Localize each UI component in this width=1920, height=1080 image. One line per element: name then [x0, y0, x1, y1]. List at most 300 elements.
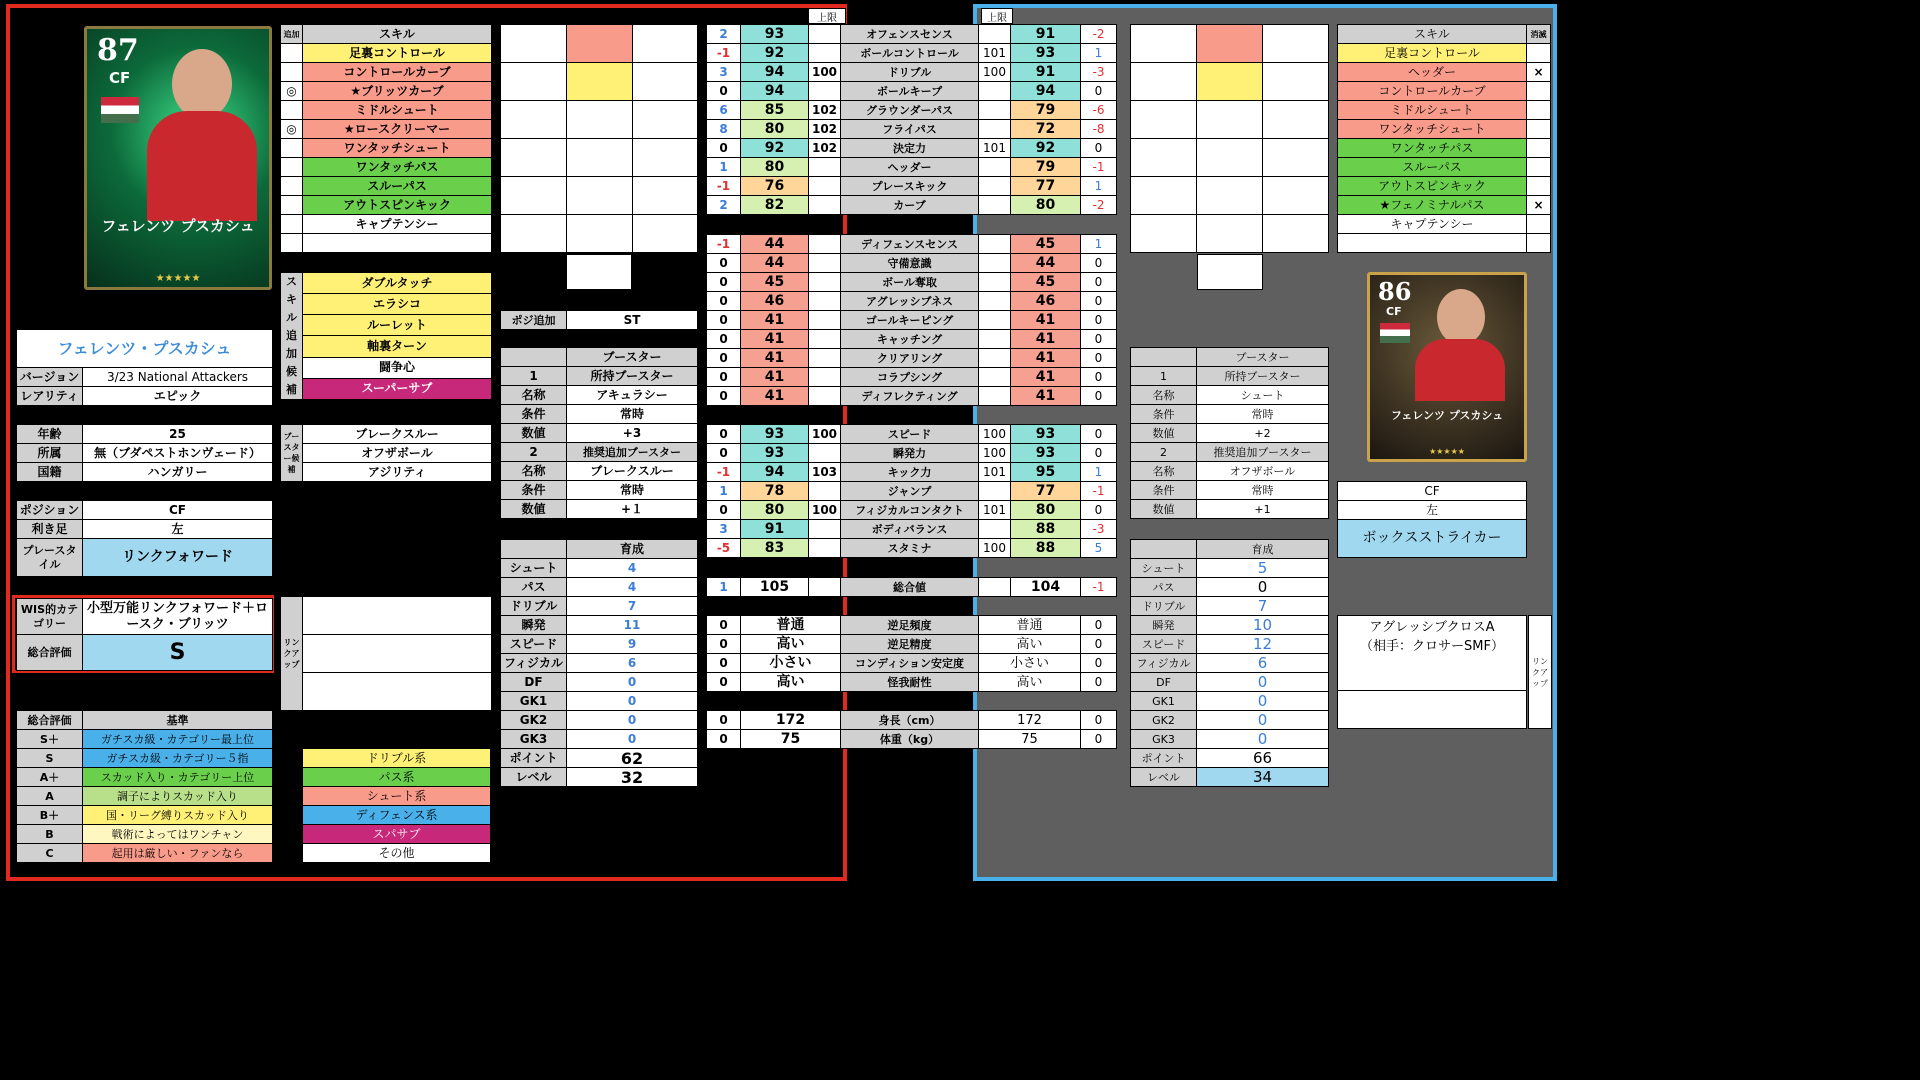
- point-value: 66: [1197, 749, 1329, 768]
- training-value: 6: [567, 654, 698, 673]
- criteria: スカッド入り・カテゴリー上位: [83, 768, 273, 787]
- skill-name: コントロールカーブ: [303, 63, 492, 82]
- diff-right: 0: [1081, 730, 1117, 749]
- cap-left: 102: [809, 120, 841, 139]
- cap-right: [979, 292, 1011, 311]
- skill-deleted-mark: [1527, 44, 1551, 63]
- value-right: 91: [1011, 25, 1081, 44]
- link-up-right-box: [1337, 615, 1527, 729]
- skill-name: 足裏コントロール: [1338, 44, 1527, 63]
- diff-left: 8: [707, 120, 741, 139]
- booster-left-table: [500, 347, 698, 519]
- foot-value: 左: [1338, 501, 1527, 520]
- legend-item: ドリブル系: [303, 749, 491, 768]
- value-right: 高い: [979, 673, 1081, 692]
- link-up-value: アグレッシブクロスA （相手：クロサーSMF）: [1338, 616, 1526, 691]
- booster-title: ブースター: [567, 348, 698, 367]
- training-value: 7: [1197, 597, 1329, 616]
- diff-left: 0: [707, 673, 741, 692]
- value-left: 78: [741, 482, 809, 501]
- cap-right: 101: [979, 501, 1011, 520]
- candidate-skill: 軸裏ターン: [303, 336, 492, 357]
- value-right: 小さい: [979, 654, 1081, 673]
- left-player-card: [84, 26, 272, 290]
- rank: B＋: [17, 806, 83, 825]
- card-position: CF: [1386, 305, 1402, 318]
- cap-left: [809, 349, 841, 368]
- wis-category-value: 小型万能リンクフォワード＋ロースク・ブリッツ: [83, 599, 273, 635]
- diff-left: 2: [707, 196, 741, 215]
- cap-right: [979, 120, 1011, 139]
- cap-left: 102: [809, 139, 841, 158]
- training-value: 0: [567, 711, 698, 730]
- candidate-skill: ルーレット: [303, 315, 492, 336]
- skill-deleted-mark: ×: [1527, 196, 1551, 215]
- diff-left: 0: [707, 654, 741, 673]
- training-key: パス: [1131, 578, 1197, 597]
- posi-add-table: [500, 310, 698, 330]
- booster-key: 条件: [501, 481, 567, 500]
- value-right: 72: [1011, 120, 1081, 139]
- evaluation-grade: S: [83, 635, 273, 671]
- candidate-skill: ダブルタッチ: [303, 273, 492, 294]
- value-right: 77: [1011, 482, 1081, 501]
- add-header: 追加: [281, 25, 303, 44]
- rank: S＋: [17, 730, 83, 749]
- stats-physical-table: [706, 424, 1117, 558]
- training-key: パス: [501, 578, 567, 597]
- diff-left: 0: [707, 368, 741, 387]
- value-left: 94: [741, 63, 809, 82]
- cap-left: [809, 444, 841, 463]
- skill-deleted-mark: [1527, 139, 1551, 158]
- diff-right: 0: [1081, 311, 1117, 330]
- skill-name: スルーパス: [1338, 158, 1527, 177]
- skill-mark: [281, 63, 303, 82]
- booster-key: 条件: [501, 405, 567, 424]
- training-key: 瞬発: [501, 616, 567, 635]
- cap-left: [809, 292, 841, 311]
- foot-label: 利き足: [17, 520, 83, 539]
- stat-name: 怪我耐性: [841, 673, 979, 692]
- training-key: ドリブル: [1131, 597, 1197, 616]
- skill-name: ワンタッチパス: [1338, 139, 1527, 158]
- cap-right: [979, 349, 1011, 368]
- value-left: 93: [741, 444, 809, 463]
- value-left: 普通: [741, 616, 841, 635]
- diff-left: 0: [707, 711, 741, 730]
- skill-deleted-mark: [1527, 177, 1551, 196]
- stats-total-table: [706, 577, 1117, 597]
- stat-name: ジャンプ: [841, 482, 979, 501]
- card-stars: ★★★★★: [1429, 447, 1465, 456]
- cap-right: [979, 330, 1011, 349]
- link-up-right-label: リンクアップ: [1528, 615, 1552, 729]
- candidate-booster: オフザボール: [303, 444, 492, 463]
- criteria: ガチスカ級・カテゴリー５指: [83, 749, 273, 768]
- version-value: 3/23 National Attackers: [83, 368, 273, 387]
- cap-left: [809, 196, 841, 215]
- skill-name: 足裏コントロール: [303, 44, 492, 63]
- stat-name: 瞬発力: [841, 444, 979, 463]
- cap-right: [979, 177, 1011, 196]
- booster-value: ブレークスルー: [567, 462, 698, 481]
- diff-right: 0: [1081, 82, 1117, 101]
- diff-left: -1: [707, 463, 741, 482]
- value-right: 91: [1011, 63, 1081, 82]
- diff-right: -6: [1081, 101, 1117, 120]
- booster-value: 所持ブースター: [1197, 367, 1329, 386]
- posi-add-value: ST: [567, 311, 698, 330]
- skill-mark: ◎: [281, 82, 303, 101]
- booster-title: ブースター: [1197, 348, 1329, 367]
- player-name-title: フェレンツ・プスカシュ: [17, 330, 273, 368]
- diff-left: 1: [707, 158, 741, 177]
- criteria-header: 基準: [83, 711, 273, 730]
- value-right: 88: [1011, 520, 1081, 539]
- skill-name: ミドルシュート: [303, 101, 492, 120]
- age-label: 年齢: [17, 425, 83, 444]
- value-left: 41: [741, 330, 809, 349]
- training-value: 0: [1197, 578, 1329, 597]
- cap-left: [809, 482, 841, 501]
- skill-mark: [281, 158, 303, 177]
- skill-name: アウトスピンキック: [303, 196, 492, 215]
- cap-right: [979, 25, 1011, 44]
- club-value: 無（ブダペストホンヴェード）: [83, 444, 273, 463]
- diff-left: 0: [707, 387, 741, 406]
- criteria: 起用は厳しい・ファンなら: [83, 844, 273, 863]
- skill-deleted-mark: [1527, 101, 1551, 120]
- diff-left: -1: [707, 235, 741, 254]
- diff-right: 1: [1081, 463, 1117, 482]
- cap-right: [979, 368, 1011, 387]
- stat-name: ヘッダー: [841, 158, 979, 177]
- stat-name: コラプシング: [841, 368, 979, 387]
- cap-header-right: 上限: [981, 8, 1013, 24]
- stat-name: 守備意識: [841, 254, 979, 273]
- skill-mark: [281, 196, 303, 215]
- training-key: DF: [1131, 673, 1197, 692]
- diff-right: 1: [1081, 44, 1117, 63]
- hungary-flag-icon: [1380, 323, 1410, 343]
- position-label: ポジション: [17, 501, 83, 520]
- diff-left: -5: [707, 539, 741, 558]
- cap-right: [979, 158, 1011, 177]
- player-photo: [147, 49, 257, 219]
- candidate-skill: 闘争心: [303, 357, 492, 378]
- playstyle-value: リンクフォワード: [83, 539, 273, 577]
- legend-item: シュート系: [303, 787, 491, 806]
- value-right: 46: [1011, 292, 1081, 311]
- stat-name: ボールコントロール: [841, 44, 979, 63]
- cap-left: [809, 44, 841, 63]
- stat-name: ボディバランス: [841, 520, 979, 539]
- value-right: 172: [979, 711, 1081, 730]
- skill-deleted-mark: ×: [1527, 63, 1551, 82]
- value-right: 41: [1011, 330, 1081, 349]
- diff-left: 0: [707, 273, 741, 292]
- legend-item: ディフェンス系: [303, 806, 491, 825]
- diff-left: 0: [707, 292, 741, 311]
- booster-value: アキュラシー: [567, 386, 698, 405]
- diff-right: 0: [1081, 330, 1117, 349]
- legend-item: スパサブ: [303, 825, 491, 844]
- rank: A＋: [17, 768, 83, 787]
- training-left-table: [500, 539, 698, 787]
- diff-left: 3: [707, 63, 741, 82]
- booster-key: 名称: [1131, 462, 1197, 481]
- stat-name: オフェンスセンス: [841, 25, 979, 44]
- stat-name: ボール奪取: [841, 273, 979, 292]
- skill-name: ★ブリッツカーブ: [303, 82, 492, 101]
- skills-right-table: [1337, 24, 1551, 253]
- diff-left: 0: [707, 501, 741, 520]
- value-right: 77: [1011, 177, 1081, 196]
- wis-category-label: WIS的カテゴリー: [17, 599, 83, 635]
- diff-left: 0: [707, 349, 741, 368]
- position-value: CF: [1338, 482, 1527, 501]
- skill-mark: [281, 44, 303, 63]
- cap-right: 100: [979, 444, 1011, 463]
- point-value: 62: [567, 749, 698, 768]
- training-value: 0: [1197, 673, 1329, 692]
- candidate-skill: スーパーサブ: [303, 378, 492, 399]
- cap-right: 101: [979, 44, 1011, 63]
- stat-name: 身長（cm）: [841, 711, 979, 730]
- stat-name: 総合値: [841, 578, 979, 597]
- cap-left: 102: [809, 101, 841, 120]
- card-stars: ★★★★★: [155, 273, 201, 284]
- rank-criteria-table: [16, 710, 273, 863]
- diff-left: 1: [707, 578, 741, 597]
- nation-value: ハンガリー: [83, 463, 273, 482]
- level-value: 32: [567, 768, 698, 787]
- value-left: 41: [741, 387, 809, 406]
- training-value: 9: [567, 635, 698, 654]
- value-right: 94: [1011, 82, 1081, 101]
- value-right: 41: [1011, 349, 1081, 368]
- criteria: ガチスカ級・カテゴリー最上位: [83, 730, 273, 749]
- card-position: CF: [109, 69, 131, 87]
- booster-value: 所持ブースター: [567, 367, 698, 386]
- skill-name: キャプテンシー: [303, 215, 492, 234]
- stats-defense-table: [706, 234, 1117, 406]
- value-right: 92: [1011, 139, 1081, 158]
- point-label: ポイント: [1131, 749, 1197, 768]
- card-rating: 87: [97, 33, 139, 68]
- cap-left: [809, 539, 841, 558]
- card-name: フェレンツ プスカシュ: [1390, 409, 1504, 422]
- value-right: 41: [1011, 368, 1081, 387]
- skill-candidates-table: [280, 272, 492, 400]
- diff-right: 0: [1081, 387, 1117, 406]
- posi-add-label: ポジ追加: [501, 311, 567, 330]
- link-up-label: リンクアップ: [281, 597, 303, 711]
- value-left: 80: [741, 501, 809, 520]
- level-label: レベル: [1131, 768, 1197, 787]
- skill-name: ワンタッチシュート: [1338, 120, 1527, 139]
- criteria: 国・リーグ縛りスカッド入り: [83, 806, 273, 825]
- cap-right: [979, 520, 1011, 539]
- stat-name: フィジカルコンタクト: [841, 501, 979, 520]
- training-key: GK2: [501, 711, 567, 730]
- training-value: 0: [567, 673, 698, 692]
- value-left: 小さい: [741, 654, 841, 673]
- training-value: 0: [1197, 711, 1329, 730]
- value-left: 85: [741, 101, 809, 120]
- skill-deleted-mark: [1527, 82, 1551, 101]
- cap-right: [979, 273, 1011, 292]
- evaluation-table: [16, 598, 273, 671]
- cap-right: [979, 482, 1011, 501]
- diff-right: 5: [1081, 539, 1117, 558]
- empty-grid-left: [500, 24, 698, 253]
- diff-right: 0: [1081, 444, 1117, 463]
- booster-key: 条件: [1131, 481, 1197, 500]
- nation-label: 国籍: [17, 463, 83, 482]
- diff-right: -2: [1081, 25, 1117, 44]
- training-value: 4: [567, 559, 698, 578]
- diff-right: 0: [1081, 349, 1117, 368]
- training-value: 0: [1197, 730, 1329, 749]
- diff-right: 1: [1081, 177, 1117, 196]
- value-right: 79: [1011, 101, 1081, 120]
- cap-right: [979, 101, 1011, 120]
- diff-left: 0: [707, 616, 741, 635]
- player-photo: [1415, 289, 1505, 399]
- empty-grid-right: [1130, 24, 1329, 253]
- value-right: 88: [1011, 539, 1081, 558]
- rank: B: [17, 825, 83, 844]
- stat-name: フライパス: [841, 120, 979, 139]
- point-label: ポイント: [501, 749, 567, 768]
- training-key: GK3: [501, 730, 567, 749]
- value-left: 80: [741, 120, 809, 139]
- value-right: 95: [1011, 463, 1081, 482]
- value-left: 93: [741, 425, 809, 444]
- training-value: 5: [1197, 559, 1329, 578]
- candidate-skill: エラシコ: [303, 294, 492, 315]
- training-key: DF: [501, 673, 567, 692]
- value-right: 75: [979, 730, 1081, 749]
- empty-cell: [566, 254, 632, 290]
- diff-left: 2: [707, 25, 741, 44]
- training-value: 4: [567, 578, 698, 597]
- stat-name: キャッチング: [841, 330, 979, 349]
- stat-name: クリアリング: [841, 349, 979, 368]
- value-left: 92: [741, 44, 809, 63]
- stat-name: 逆足頻度: [841, 616, 979, 635]
- value-left: 82: [741, 196, 809, 215]
- diff-left: 0: [707, 425, 741, 444]
- skill-mark: [281, 139, 303, 158]
- diff-left: 0: [707, 330, 741, 349]
- training-key: フィジカル: [1131, 654, 1197, 673]
- diff-right: 0: [1081, 292, 1117, 311]
- evaluation-label: 総合評価: [17, 635, 83, 671]
- cap-right: [979, 196, 1011, 215]
- cap-header-left: 上限: [808, 8, 846, 24]
- cap-left: [809, 25, 841, 44]
- diff-right: 0: [1081, 368, 1117, 387]
- cap-right: [979, 311, 1011, 330]
- value-right: 44: [1011, 254, 1081, 273]
- booster-key: 2: [501, 443, 567, 462]
- diff-left: 0: [707, 254, 741, 273]
- cap-right: 100: [979, 63, 1011, 82]
- value-right: 80: [1011, 501, 1081, 520]
- cap-left: 103: [809, 463, 841, 482]
- cap-left: [809, 177, 841, 196]
- booster-value: 推奨追加ブースター: [1197, 443, 1329, 462]
- card-name: フェレンツ プスカシュ: [101, 217, 255, 235]
- skill-mark: [281, 177, 303, 196]
- level-label: レベル: [501, 768, 567, 787]
- rank: C: [17, 844, 83, 863]
- diff-left: 0: [707, 635, 741, 654]
- diff-right: -1: [1081, 482, 1117, 501]
- value-left: 94: [741, 82, 809, 101]
- training-key: フィジカル: [501, 654, 567, 673]
- playstyle-value: ボックスストライカー: [1338, 520, 1527, 558]
- booster-value: 常時: [1197, 481, 1329, 500]
- skill-header: スキル: [303, 25, 492, 44]
- booster-key: 名称: [1131, 386, 1197, 405]
- cap-left: [809, 82, 841, 101]
- diff-right: -3: [1081, 520, 1117, 539]
- rarity-value: エピック: [83, 387, 273, 406]
- diff-right: 0: [1081, 501, 1117, 520]
- training-key: シュート: [1131, 559, 1197, 578]
- value-left: 93: [741, 25, 809, 44]
- cap-left: 100: [809, 425, 841, 444]
- training-key: シュート: [501, 559, 567, 578]
- club-label: 所属: [17, 444, 83, 463]
- skill-mark: ◎: [281, 120, 303, 139]
- diff-left: -1: [707, 44, 741, 63]
- cap-left: [809, 311, 841, 330]
- cap-right: [979, 82, 1011, 101]
- skill-mark: [281, 215, 303, 234]
- cap-left: [809, 273, 841, 292]
- cap-left: [809, 254, 841, 273]
- diff-right: -1: [1081, 578, 1117, 597]
- skill-name: ★ロースクリーマー: [303, 120, 492, 139]
- stat-name: プレースキック: [841, 177, 979, 196]
- training-right-table: [1130, 539, 1329, 787]
- player-position-table: [16, 500, 273, 577]
- value-right: 45: [1011, 273, 1081, 292]
- skill-deleted-mark: [1527, 215, 1551, 234]
- stats-attack-table: [706, 24, 1117, 215]
- link-up-left-table: [280, 596, 492, 711]
- training-key: スピード: [501, 635, 567, 654]
- stat-name: 決定力: [841, 139, 979, 158]
- skill-deleted-mark: [1527, 158, 1551, 177]
- booster-right-table: [1130, 347, 1329, 519]
- value-left: 41: [741, 349, 809, 368]
- value-left: 105: [741, 578, 809, 597]
- booster-candidates-table: [280, 424, 492, 482]
- cap-left: [809, 387, 841, 406]
- booster-value: シュート: [1197, 386, 1329, 405]
- stat-name: ボールキープ: [841, 82, 979, 101]
- skill-candidates-label: スキル追加候補: [281, 273, 303, 400]
- diff-right: 0: [1081, 673, 1117, 692]
- booster-value: 常時: [1197, 405, 1329, 424]
- value-right: 93: [1011, 44, 1081, 63]
